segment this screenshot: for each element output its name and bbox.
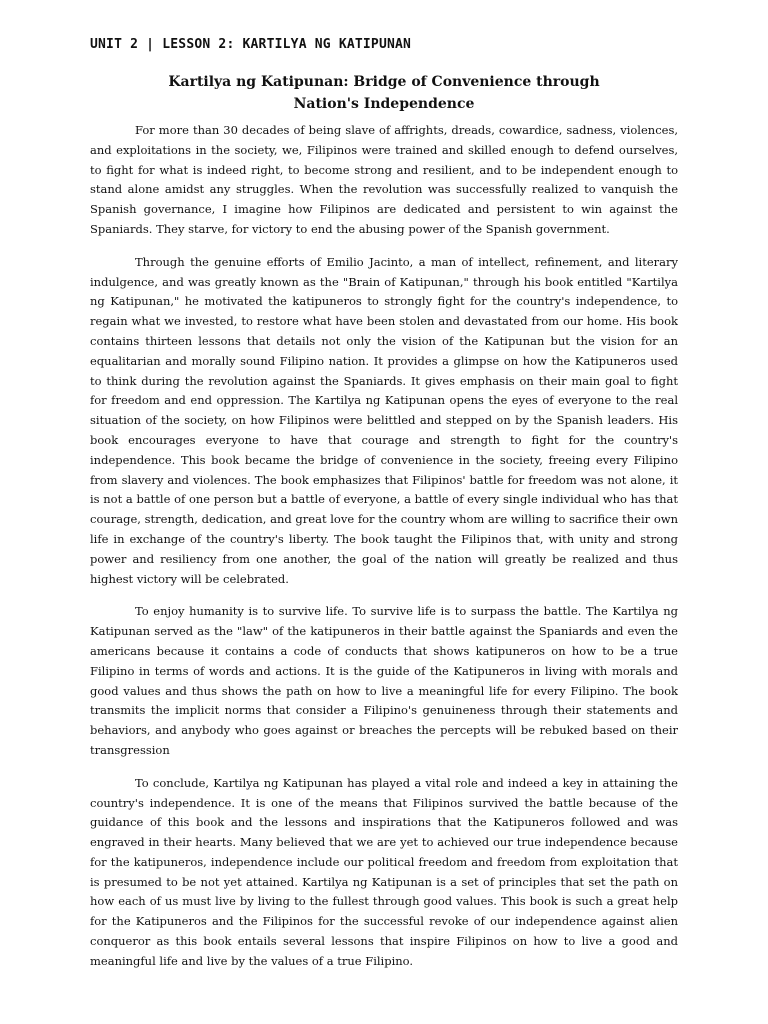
- document-title: [90, 71, 678, 115]
- title-line-1: Kartilya ng Katipunan: Bridge of Convenience through: [168, 74, 600, 90]
- title-line-2: Nation's Independence: [293, 96, 475, 112]
- paragraph-2: Through the genuine efforts of Emilio Jacinto, a man of intellect, refinement, and literary indulgence, and was greatly known as the "Brain of Katipunan," through his book entitled "Kartilya ng Katipunan," he motivated the katipuneros to strongly fight for the country's independence, to regain what we invested, to restore what have been stolen and devastated from our home. His book contains thirteen lessons that details not only the vision of the Katipunan but the vision for an equalitarian and morally sound Filipino nation. It provides a glimpse on how the Katipuneros used to think during the revolution against the Spaniards. It gives emphasis on their main goal to fight for freedom and end oppression. The Kartilya ng Katipunan opens the eyes of everyone to the real situation of the society, on how Filipinos were belittled and stepped on by the Spanish leaders. His book encourages everyone to have that courage and strength to fight for the country's independence. This book became the bridge of convenience in the society, freeing every Filipino from slavery and violences. The book emphasizes that Filipinos' battle for freedom was not alone, it is not a battle of one person but a battle of everyone, a battle of every single individual who has that courage, strength, dedication, and great love for the country whom are willing to sacrifice their own life in exchange of the country's liberty. The book taught the Filipinos that, with unity and strong power and resiliency from one another, the goal of the nation will greatly be realized and thus highest victory will be celebrated.: [90, 254, 678, 586]
- document-body: [90, 121, 678, 985]
- paragraph-4: To conclude, Kartilya ng Katipunan has played a vital role and indeed a key in attaining the country's independence. It is one of the means that Filipinos survived the battle because of the guidance of this book and the lessons and inspirations that the Katipuneros followed and was engraved in their hearts. Many believed that we are yet to achieved our true independence because for the katipuneros, independence include our political freedom and freedom from exploitation that is presumed to be not yet attained. Kartilya ng Katipunan is a set of principles that set the path on how each of us must live by living to the fullest through good values. This book is such a great help for the Katipuneros and the Filipinos for the successful revoke of our independence against alien conqueror as this book entails several lessons that inspire Filipinos on how to live a good and meaningful life and live by the values of a true Filipino.: [90, 775, 678, 968]
- paragraph-3: To enjoy humanity is to survive life. To survive life is to surpass the battle. The Kartilya ng Katipunan served as the "law" of the katipuneros in their battle against the Spaniards and even the americans because it contains a code of conducts that shows katipuneros on how to be a true Filipino in terms of words and actions. It is the guide of the Katipuneros in living with morals and good values and thus shows the path on how to live a meaningful life for every Filipino. The book transmits the implicit norms that consider a Filipino's genuineness through their statements and behaviors, and anybody who goes against or breaches the percepts will be rebuked based on their transgression: [90, 604, 678, 757]
- paragraph-1: For more than 30 decades of being slave of affrights, dreads, cowardice, sadness, violences, and exploitations in the society, we, Filipinos were trained and skilled enough to defend ourselves, to fight for what is indeed right, to become strong and resilient, and to be independent enough to stand alone amidst any struggles. When the revolution was successfully realized to vanquish the Spanish governance, I imagine how Filipinos are dedicated and persistent to win against the Spaniards. They starve, for victory to end the abusing power of the Spanish government.: [90, 123, 678, 236]
- page-header: UNIT 2 | LESSON 2: KARTILYA NG KATIPUNAN: [90, 37, 412, 52]
